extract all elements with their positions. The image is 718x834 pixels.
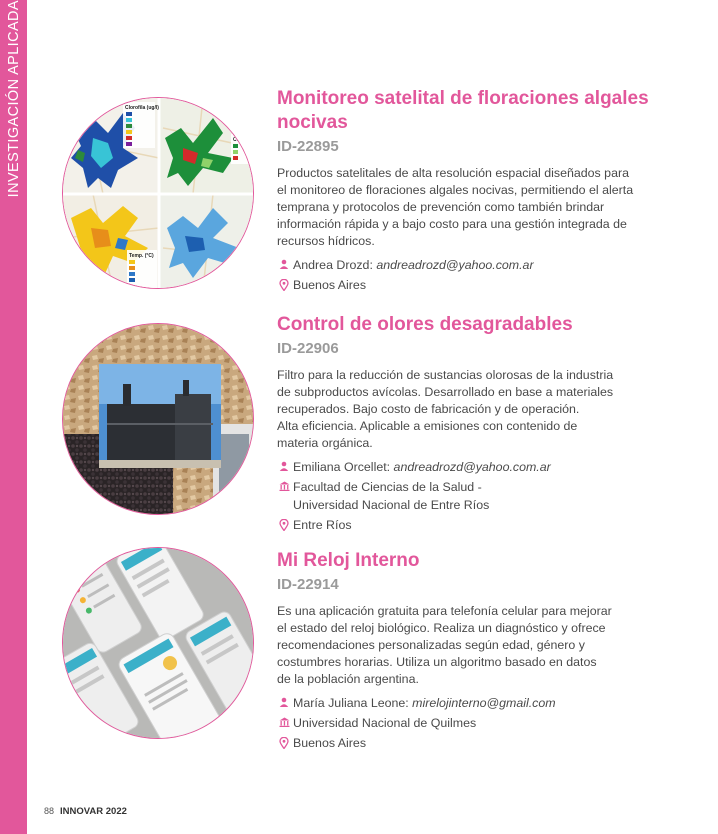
location-row	[277, 276, 667, 294]
person-icon	[277, 256, 291, 269]
institution-row	[277, 714, 667, 732]
project-meta	[277, 256, 667, 294]
contact-row	[277, 256, 667, 274]
project-id: ID-22914	[277, 576, 339, 593]
legend-cyano-label: Ciano	[233, 137, 247, 143]
satellite-maps-graphic	[63, 98, 254, 289]
project-description: Productos satelitales de alta resolución espacial diseñados para el monitoreo de floraciones algales nocivas, permitiendo el alerta temprana y protocolos de prevención como también brindar información rápida y a bajo costo para una gestión integrada de recursos hídricos.	[277, 166, 634, 248]
project-entry-odor-control	[277, 313, 667, 534]
project-title: Control de olores desagradables	[277, 314, 573, 335]
contact-name: María Juliana Leone:	[293, 696, 413, 710]
project-id: ID-22895	[277, 138, 339, 155]
project-title: Mi Reloj Interno	[277, 550, 420, 571]
contact-email-link[interactable]: andreadrozd@yahoo.com.ar	[393, 460, 551, 474]
odor-filter-image	[62, 323, 254, 515]
person-icon	[277, 694, 291, 707]
contact-name: Andrea Drozd:	[293, 258, 377, 272]
project-entry-satellite	[277, 87, 667, 294]
location-pin-icon	[277, 516, 291, 531]
project-meta	[277, 458, 667, 534]
project-description: Es una aplicación gratuita para telefonía celular para mejorar el estado del reloj biológico. Realiza un diagnóstico y ofrece recomendaciones personalizadas según edad, género y costumbres horarias. Utiliza un algoritmo basado en datos de la población argentina.	[277, 604, 612, 686]
contact-row	[277, 694, 667, 712]
legend-temperature-label: Temp. (°C)	[129, 253, 154, 259]
location-row	[277, 734, 667, 752]
section-label: INVESTIGACIÓN APLICADA	[6, 0, 22, 198]
contact-row	[277, 458, 667, 476]
contact-text	[293, 694, 556, 712]
page-number: 88	[44, 806, 55, 816]
legend-chlorophyll-label: Clorofila (ug/l)	[125, 105, 159, 111]
institution-icon	[277, 714, 291, 727]
phone-app-image	[62, 547, 254, 739]
section-sidebar	[0, 0, 27, 834]
location-row	[277, 516, 667, 534]
project-id: ID-22906	[277, 340, 339, 357]
institution-icon	[277, 478, 291, 491]
institution-text: Universidad Nacional de Quilmes	[293, 716, 477, 730]
location-pin-icon	[277, 734, 291, 749]
project-title: Monitoreo satelital de floraciones algales nocivas	[277, 88, 649, 133]
phone-app-graphic	[63, 548, 254, 739]
project-description: Filtro para la reducción de sustancias olorosas de la industria de subproductos avícolas. Desarrollado en base a materiales recuperados. Bajo costo de fabricación y de operación. Alta eficiencia. Aplicable a emisiones con contenido de materia orgánica.	[277, 368, 614, 450]
satellite-maps-image	[62, 97, 254, 289]
project-meta	[277, 694, 667, 752]
person-icon	[277, 458, 291, 471]
contact-name: Emiliana Orcellet:	[293, 460, 394, 474]
contact-email-link[interactable]: andreadrozd@yahoo.com.ar	[376, 258, 534, 272]
location-pin-icon	[277, 276, 291, 291]
contact-text	[293, 458, 551, 476]
odor-filter-graphic	[63, 324, 254, 515]
institution-row	[277, 478, 667, 514]
contact-text	[293, 256, 534, 274]
publication-name: INNOVAR 2022	[60, 806, 127, 817]
contact-email-link[interactable]: mirelojinterno@gmail.com	[412, 696, 556, 710]
location-text: Buenos Aires	[293, 278, 367, 292]
project-entry-internal-clock	[277, 549, 667, 752]
location-text: Buenos Aires	[293, 736, 367, 750]
location-text: Entre Ríos	[293, 518, 352, 532]
institution-text: Facultad de Ciencias de la Salud - Universidad Nacional de Entre Ríos	[293, 480, 490, 512]
page-footer	[44, 806, 127, 817]
